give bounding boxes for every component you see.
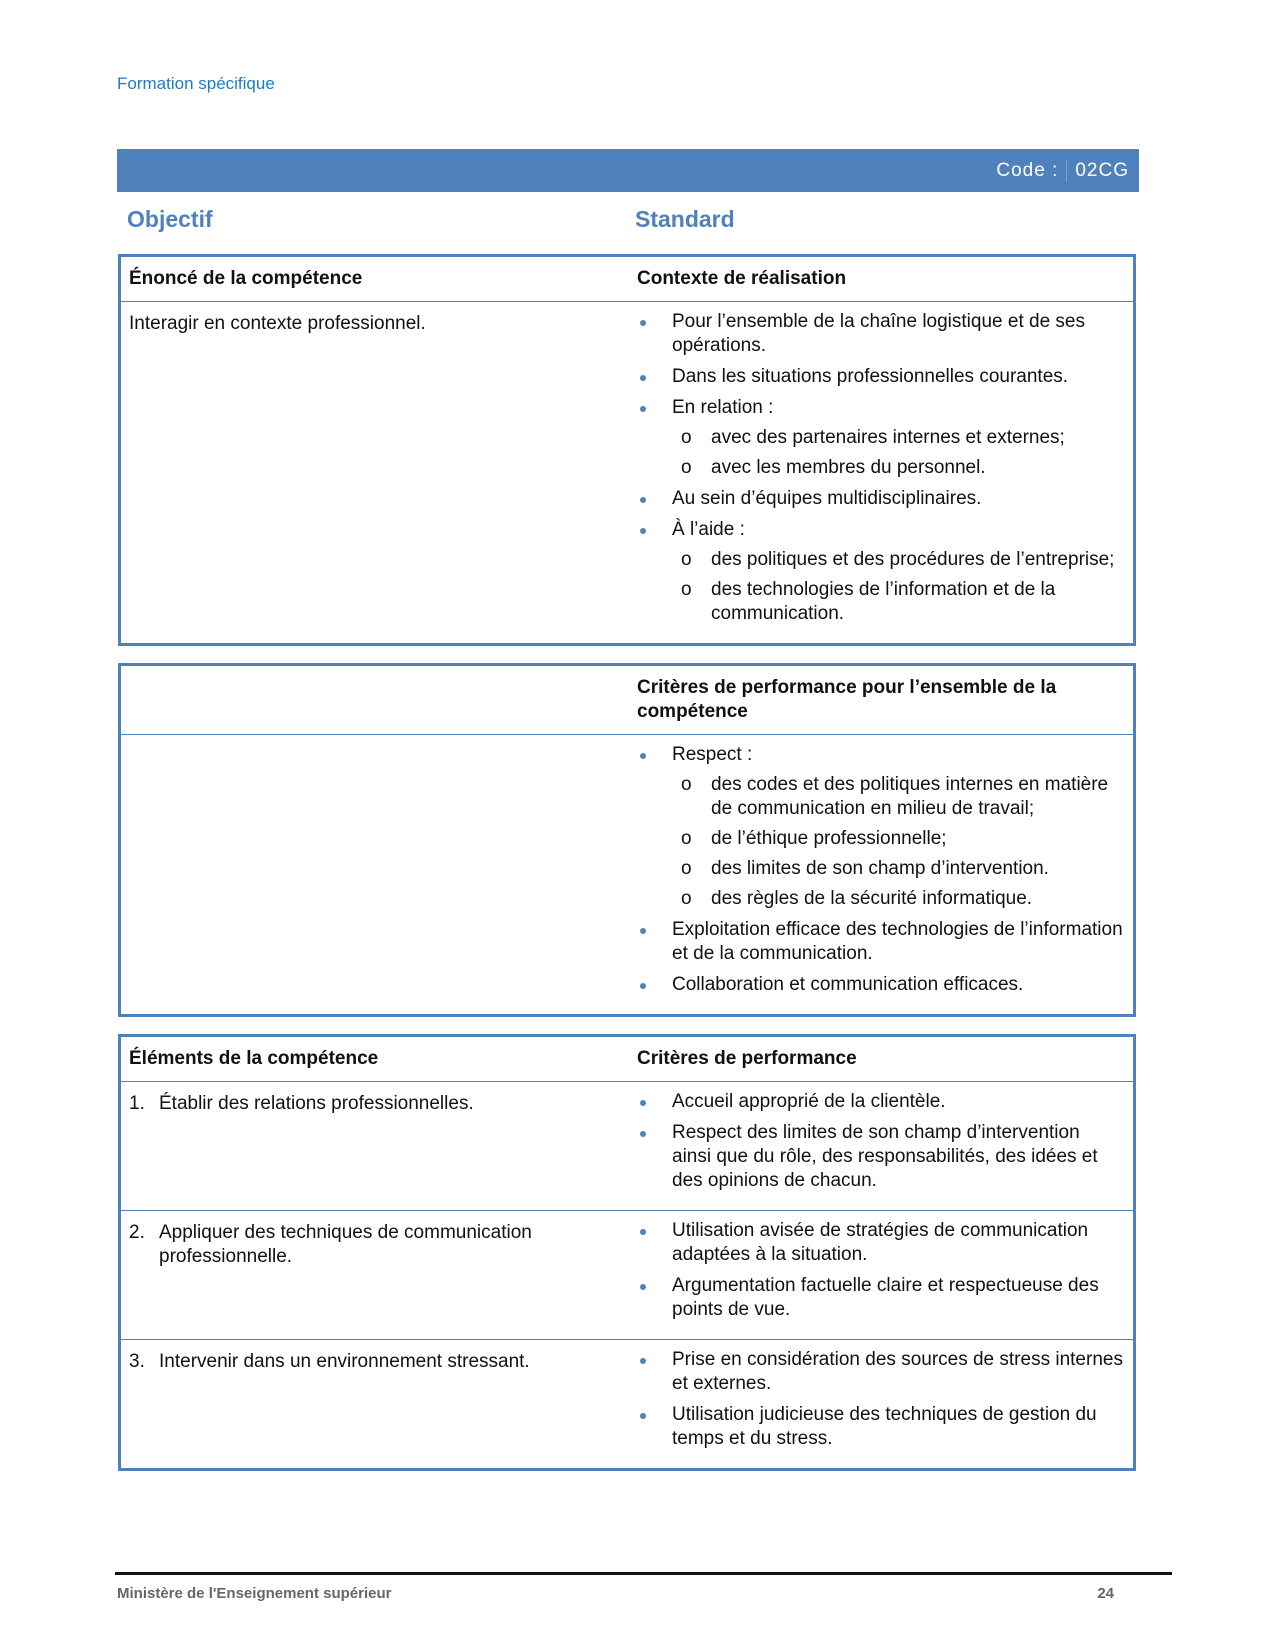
element-number: 3. — [129, 1351, 145, 1372]
bullet-text: En relation : — [672, 397, 774, 418]
criteria-item: Utilisation avisée de stratégies de communication adaptées à la situation. — [637, 1219, 1123, 1267]
bullet-item — [637, 973, 1123, 997]
element-cell — [120, 1082, 630, 1211]
contexte-heading: Contexte de réalisation — [629, 256, 1135, 302]
enonce-heading: Énoncé de la compétence — [120, 256, 630, 302]
bullet-text: Respect : — [672, 744, 753, 765]
criteria-item: Accueil approprié de la clientèle. — [637, 1090, 1123, 1114]
footer-ministry: Ministère de l'Enseignement supérieur — [117, 1585, 392, 1602]
element-text — [129, 1092, 619, 1116]
bullet-text: Exploitation efficace des technologies de l’information et de la communication. — [672, 919, 1123, 964]
criteria-list — [637, 1348, 1123, 1451]
bullet-text: À l’aide : — [672, 519, 745, 540]
criteria-list — [637, 1090, 1123, 1193]
bullet-item — [637, 487, 1123, 511]
code-label: Code : — [996, 159, 1059, 181]
sub-item: o avec des partenaires internes et externes; — [672, 426, 1123, 450]
sub-item: o des codes et des politiques internes en matière de communication en milieu de travail; — [672, 773, 1123, 821]
objectif-heading: Objectif — [127, 206, 213, 232]
element-row — [120, 1211, 1135, 1340]
element-number: 1. — [129, 1093, 145, 1114]
criteria-item: Respect des limites de son champ d’intervention ainsi que du rôle, des responsabilités, des idées et des opinions de chacun. — [637, 1121, 1123, 1193]
competence-table — [118, 254, 1136, 646]
criteria-list — [637, 1219, 1123, 1322]
criteria-item: Utilisation judicieuse des techniques de gestion du temps et du stress. — [637, 1403, 1123, 1451]
sub-item: o des limites de son champ d’intervention. — [672, 857, 1123, 881]
criteria-table — [118, 663, 1136, 1017]
sub-item: o de l’éthique professionnelle; — [672, 827, 1123, 851]
criteria-cell — [629, 1082, 1135, 1211]
criteria-item: Prise en considération des sources de stress internes et externes. — [637, 1348, 1123, 1396]
bullet-item — [637, 518, 1123, 626]
element-label: Appliquer des techniques de communication professionnelle. — [159, 1222, 532, 1267]
bullet-item — [637, 743, 1123, 911]
element-row — [120, 1340, 1135, 1470]
footer — [115, 1572, 1172, 1602]
element-row — [120, 1082, 1135, 1211]
criteria-global-list — [637, 743, 1123, 997]
criteria-item: Argumentation factuelle claire et respectueuse des points de vue. — [637, 1274, 1123, 1322]
element-text — [129, 1350, 619, 1374]
elements-heading: Éléments de la compétence — [120, 1036, 630, 1082]
bullet-text: Dans les situations professionnelles courantes. — [672, 366, 1069, 387]
bullet-item — [637, 310, 1123, 358]
performance-heading: Critères de performance — [629, 1036, 1135, 1082]
code-bar — [117, 149, 1139, 192]
criteria-cell — [629, 1340, 1135, 1470]
competence-statement: Interagir en contexte professionnel. — [129, 313, 426, 334]
tables-container — [118, 254, 1136, 1488]
code-value: 02CG — [1066, 160, 1139, 182]
element-text — [129, 1221, 619, 1269]
bullet-text: Collaboration et communication efficaces. — [672, 974, 1024, 995]
sub-list — [672, 548, 1123, 626]
page-number: 24 — [1097, 1585, 1114, 1602]
elements-table — [118, 1034, 1136, 1471]
empty-cell — [120, 735, 630, 1016]
sub-list — [672, 426, 1123, 480]
sub-item: o des politiques et des procédures de l’entreprise; — [672, 548, 1123, 572]
sub-item: o avec les membres du personnel. — [672, 456, 1123, 480]
sub-item: o des technologies de l’information et de la communication. — [672, 578, 1123, 626]
element-label: Établir des relations professionnelles. — [159, 1093, 474, 1114]
contexte-list — [637, 310, 1123, 626]
element-label: Intervenir dans un environnement stressant. — [159, 1351, 530, 1372]
element-number: 2. — [129, 1222, 145, 1243]
bullet-item — [637, 396, 1123, 480]
sub-list — [672, 773, 1123, 911]
empty-cell — [120, 665, 630, 735]
standard-heading: Standard — [635, 206, 735, 232]
criteria-cell — [629, 1211, 1135, 1340]
bullet-text: Pour l’ensemble de la chaîne logistique et de ses opérations. — [672, 311, 1085, 356]
element-cell — [120, 1211, 630, 1340]
bullet-item — [637, 365, 1123, 389]
sub-item: o des règles de la sécurité informatique. — [672, 887, 1123, 911]
bullet-text: Au sein d’équipes multidisciplinaires. — [672, 488, 982, 509]
bullet-item — [637, 918, 1123, 966]
running-header: Formation spécifique — [117, 74, 275, 93]
element-cell — [120, 1340, 630, 1470]
criteria-global-heading: Critères de performance pour l’ensemble de la compétence — [629, 665, 1135, 735]
